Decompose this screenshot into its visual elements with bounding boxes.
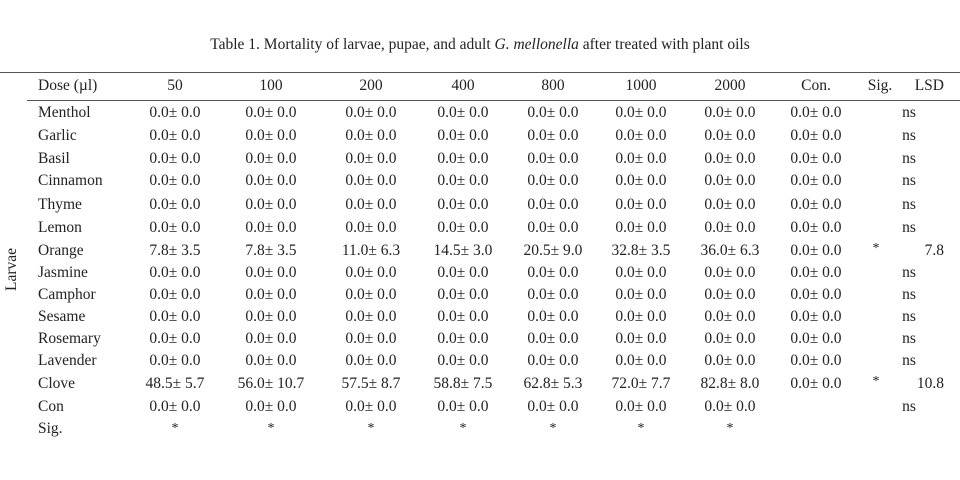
lsd-cell: ns [902,308,916,325]
table-cell: 0.0± 0.0 [790,308,842,325]
group-label-larvae: Larvae [3,247,20,291]
table-cell: * [367,421,375,436]
row-label: Menthol [38,104,91,121]
sig-cell: * [872,241,880,256]
table-cell: 57.5± 8.7 [341,375,401,392]
row-label: Rosemary [38,330,101,347]
table-cell: 0.0± 0.0 [437,264,489,281]
table-cell: 0.0± 0.0 [790,219,842,236]
table-cell: 58.8± 7.5 [433,375,493,392]
table-cell: 0.0± 0.0 [245,104,297,121]
table-cell: 7.8± 3.5 [149,242,201,259]
lsd-cell: ns [902,286,916,303]
lsd-cell: ns [902,264,916,281]
table-cell: 0.0± 0.0 [345,104,397,121]
lsd-cell: ns [902,219,916,236]
table-cell: 0.0± 0.0 [437,127,489,144]
lsd-cell: 10.8 [916,375,944,392]
header-col-1: 50 [167,77,183,94]
table-cell: 0.0± 0.0 [527,264,579,281]
table-cell: 0.0± 0.0 [149,398,201,415]
table-cell: 0.0± 0.0 [437,104,489,121]
table-cell: 0.0± 0.0 [245,150,297,167]
table-cell: 72.0± 7.7 [611,375,671,392]
table-cell: 56.0± 10.7 [237,375,305,392]
table-cell: 0.0± 0.0 [437,196,489,213]
table-cell: 0.0± 0.0 [790,286,842,303]
table-cell: 62.8± 5.3 [523,375,583,392]
table-cell: 0.0± 0.0 [245,196,297,213]
row-label: Clove [38,375,76,392]
table-top-rule [0,72,960,73]
header-col-5: 800 [541,77,565,94]
row-label: Lavender [38,352,97,369]
caption-species: G. mellonella [494,36,579,53]
table-cell: 48.5± 5.7 [145,375,205,392]
table-cell: 0.0± 0.0 [149,196,201,213]
table-cell: 0.0± 0.0 [245,398,297,415]
table-cell: 0.0± 0.0 [704,264,756,281]
table-cell: 0.0± 0.0 [790,264,842,281]
table-cell: * [171,421,179,436]
table-cell: 0.0± 0.0 [790,172,842,189]
table-cell: 0.0± 0.0 [437,286,489,303]
table-cell: 0.0± 0.0 [245,330,297,347]
table-cell: 20.5± 9.0 [523,242,583,259]
table-cell: 32.8± 3.5 [611,242,671,259]
table-cell: 0.0± 0.0 [704,308,756,325]
table-cell: 0.0± 0.0 [527,286,579,303]
table-cell: 82.8± 8.0 [700,375,760,392]
table-cell: 0.0± 0.0 [437,398,489,415]
header-lsd: LSD [914,77,944,94]
table-cell: 0.0± 0.0 [527,398,579,415]
table-cell: 0.0± 0.0 [527,127,579,144]
table-cell: 0.0± 0.0 [615,104,667,121]
lsd-cell: ns [902,127,916,144]
row-label: Con [38,398,64,415]
table-cell: 0.0± 0.0 [437,352,489,369]
row-label: Cinnamon [38,172,103,189]
table-cell: 0.0± 0.0 [149,352,201,369]
table-cell: 0.0± 0.0 [149,308,201,325]
header-dose: Dose (µl) [38,77,98,94]
table-cell: 0.0± 0.0 [245,219,297,236]
table-cell: 0.0± 0.0 [149,172,201,189]
table-cell: * [726,421,734,436]
row-label: Lemon [38,219,82,236]
row-label: Garlic [38,127,77,144]
table-cell: 0.0± 0.0 [615,398,667,415]
table-cell: 0.0± 0.0 [790,150,842,167]
table-cell: 0.0± 0.0 [527,330,579,347]
header-col-6: 1000 [625,77,657,94]
table-cell: * [459,421,467,436]
table-cell: 0.0± 0.0 [615,330,667,347]
row-label: Sesame [38,308,86,325]
header-col-7: 2000 [714,77,746,94]
table-cell: 0.0± 0.0 [704,219,756,236]
lsd-cell: ns [902,172,916,189]
table-cell: 0.0± 0.0 [615,286,667,303]
table-cell: 0.0± 0.0 [345,150,397,167]
table-cell: 0.0± 0.0 [704,104,756,121]
row-label: Sig. [38,420,63,437]
lsd-cell: 7.8 [924,242,944,259]
table-cell: 0.0± 0.0 [527,219,579,236]
table-cell: 0.0± 0.0 [437,308,489,325]
table-cell: 0.0± 0.0 [345,398,397,415]
table-cell: 0.0± 0.0 [704,172,756,189]
table-cell: 0.0± 0.0 [704,127,756,144]
table-cell: 11.0± 6.3 [341,242,401,259]
row-label: Basil [38,150,70,167]
table-cell: 0.0± 0.0 [245,172,297,189]
table-cell: * [637,421,645,436]
table-cell: 0.0± 0.0 [245,352,297,369]
table-cell: 0.0± 0.0 [527,196,579,213]
table-cell: 0.0± 0.0 [149,286,201,303]
header-col-8: Con. [801,77,831,94]
table-cell: 0.0± 0.0 [704,330,756,347]
table-caption [0,36,960,54]
row-label: Camphor [38,286,96,303]
table-cell: 0.0± 0.0 [437,150,489,167]
caption-suffix: after treated with plant oils [578,36,750,53]
table-cell: 0.0± 0.0 [345,196,397,213]
table-cell: 0.0± 0.0 [437,172,489,189]
table-cell: 0.0± 0.0 [527,150,579,167]
table-cell: 36.0± 6.3 [700,242,760,259]
lsd-cell: ns [902,352,916,369]
table-cell: 0.0± 0.0 [527,104,579,121]
lsd-cell: ns [902,330,916,347]
table-cell: 0.0± 0.0 [790,352,842,369]
table-cell: 0.0± 0.0 [615,172,667,189]
table-cell: 0.0± 0.0 [527,308,579,325]
row-label: Thyme [38,196,82,213]
lsd-cell: ns [902,196,916,213]
header-col-4: 400 [451,77,475,94]
row-label: Orange [38,242,84,259]
table-cell: 0.0± 0.0 [345,286,397,303]
table-cell: 0.0± 0.0 [615,196,667,213]
table-cell: 0.0± 0.0 [245,286,297,303]
table-cell: 0.0± 0.0 [149,264,201,281]
table-cell: 0.0± 0.0 [149,330,201,347]
table-cell: 0.0± 0.0 [790,104,842,121]
table-cell: 0.0± 0.0 [704,286,756,303]
table-cell: 0.0± 0.0 [149,150,201,167]
table-cell: 0.0± 0.0 [245,308,297,325]
sig-cell: * [872,374,880,389]
lsd-cell: ns [902,104,916,121]
table-cell: 0.0± 0.0 [704,196,756,213]
table-cell: 0.0± 0.0 [615,308,667,325]
table-cell: 0.0± 0.0 [615,219,667,236]
table-cell: 0.0± 0.0 [149,127,201,144]
table-header-rule [27,100,960,101]
table-cell: 0.0± 0.0 [527,352,579,369]
table-cell: 14.5± 3.0 [433,242,493,259]
table-cell: 0.0± 0.0 [790,196,842,213]
table-cell: 0.0± 0.0 [245,127,297,144]
table-cell: 0.0± 0.0 [245,264,297,281]
table-cell: 0.0± 0.0 [345,330,397,347]
header-col-3: 200 [359,77,383,94]
header-col-2: 100 [259,77,283,94]
caption-prefix: Table 1. Mortality of larvae, pupae, and adult [210,36,495,53]
lsd-cell: ns [902,398,916,415]
table-cell: 0.0± 0.0 [345,219,397,236]
table-cell: 0.0± 0.0 [345,352,397,369]
table-cell: 0.0± 0.0 [615,264,667,281]
table-cell: 0.0± 0.0 [345,127,397,144]
table-cell: 0.0± 0.0 [437,219,489,236]
table-cell: 0.0± 0.0 [437,330,489,347]
table-cell: 0.0± 0.0 [704,150,756,167]
table-cell: 0.0± 0.0 [615,352,667,369]
table-cell: * [549,421,557,436]
table-cell: 0.0± 0.0 [790,127,842,144]
table-cell: 7.8± 3.5 [245,242,297,259]
table-cell: 0.0± 0.0 [615,127,667,144]
table-cell: 0.0± 0.0 [790,375,842,392]
table-cell: 0.0± 0.0 [345,264,397,281]
table-cell: 0.0± 0.0 [615,150,667,167]
table-cell: 0.0± 0.0 [345,308,397,325]
table-cell: 0.0± 0.0 [704,398,756,415]
row-label: Jasmine [38,264,88,281]
table-cell: 0.0± 0.0 [790,242,842,259]
lsd-cell: ns [902,150,916,167]
table-cell: 0.0± 0.0 [149,104,201,121]
table-cell: 0.0± 0.0 [527,172,579,189]
header-sig: Sig. [867,77,893,94]
table-cell: 0.0± 0.0 [345,172,397,189]
table-cell: 0.0± 0.0 [149,219,201,236]
table-cell: * [267,421,275,436]
table-cell: 0.0± 0.0 [790,330,842,347]
table-cell: 0.0± 0.0 [704,352,756,369]
